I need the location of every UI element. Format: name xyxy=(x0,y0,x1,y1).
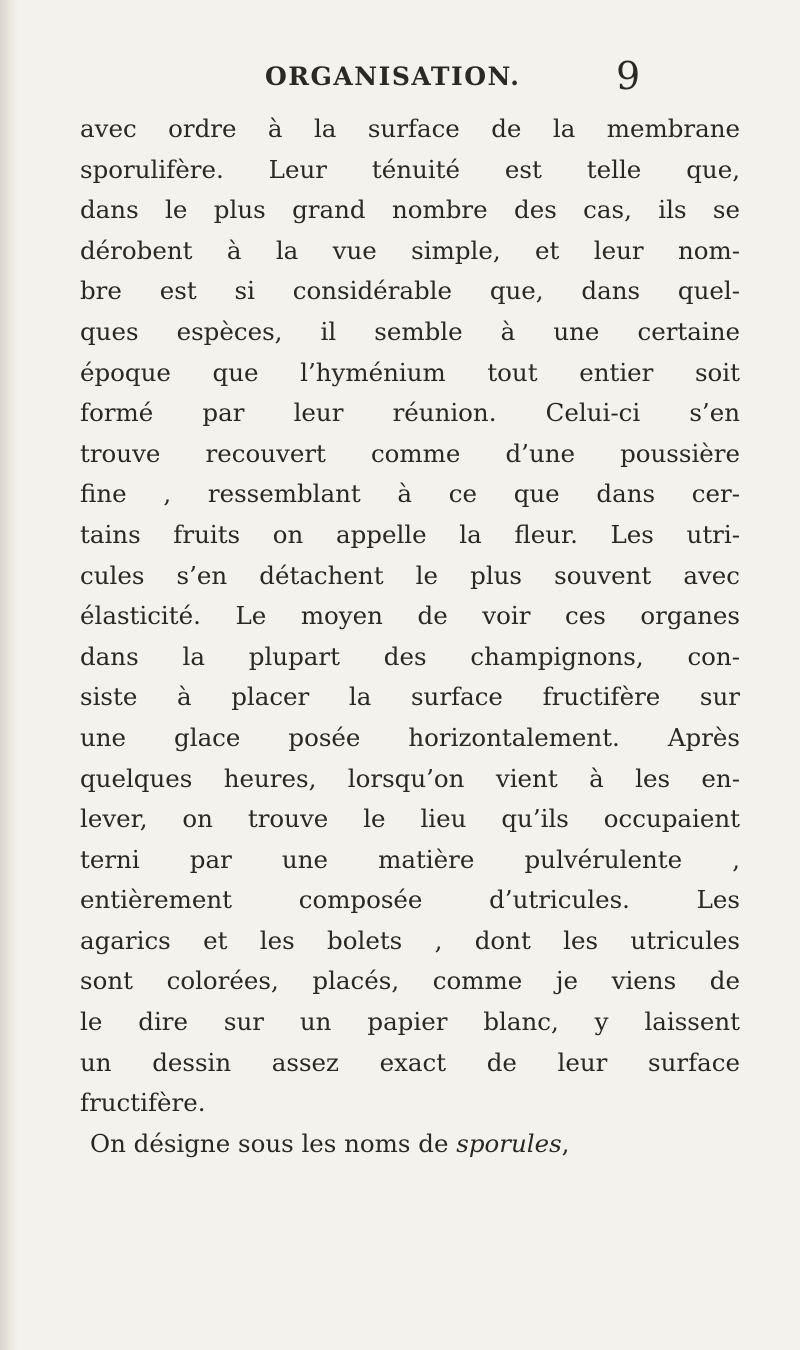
text-line: lever, on trouve le lieu qu’ils occupaient xyxy=(80,804,740,834)
text-line: dans la plupart des champignons, con- xyxy=(80,641,740,671)
text-line: agarics et les bolets , dont les utricules xyxy=(80,925,740,955)
text-line: élasticité. Le moyen de voir ces organes xyxy=(80,601,740,631)
text-line: bre est si considérable que, dans quel- xyxy=(80,276,740,306)
page-gutter-shadow xyxy=(0,0,18,1350)
text-line: entièrement composée d’utricules. Les xyxy=(80,885,740,915)
text-line-paragraph-end: fructifère. xyxy=(80,1088,206,1118)
text-line: cules s’en détachent le plus souvent avec xyxy=(80,560,740,590)
text-line: terni par une matière pulvérulente , xyxy=(80,844,740,874)
text-line: une glace posée horizontalement. Après xyxy=(80,722,740,752)
text-line: formé par leur réunion. Celui-ci s’en xyxy=(80,398,740,428)
text-line: trouve recouvert comme d’une poussière xyxy=(80,438,740,468)
text-line: le dire sur un papier blanc, y laissent xyxy=(80,1007,740,1037)
page-header xyxy=(0,54,800,102)
line-prefix: On désigne sous les noms de xyxy=(90,1128,457,1158)
page-number: 9 xyxy=(616,54,641,98)
text-line: ques espèces, il semble à une certaine xyxy=(80,316,740,346)
text-line-new-paragraph xyxy=(80,1124,740,1165)
running-head: ORGANISATION. xyxy=(265,62,521,91)
text-line: fine , ressemblant à ce que dans cer- xyxy=(80,479,740,509)
text-line: dans le plus grand nombre des cas, ils se xyxy=(80,195,740,225)
italic-term: sporules xyxy=(456,1128,562,1158)
text-line: sporulifère. Leur ténuité est telle que, xyxy=(80,154,740,184)
body-text xyxy=(80,109,740,1164)
text-line: dérobent à la vue simple, et leur nom- xyxy=(80,235,740,265)
text-line: quelques heures, lorsqu’on vient à les en- xyxy=(80,763,740,793)
text-line: tains fruits on appelle la fleur. Les utri- xyxy=(80,519,740,549)
text-line: un dessin assez exact de leur surface xyxy=(80,1047,740,1077)
text-line: sont colorées, placés, comme je viens de xyxy=(80,966,740,996)
text-line: avec ordre à la surface de la membrane xyxy=(80,114,740,143)
text-line: siste à placer la surface fructifère sur xyxy=(80,682,740,712)
line-suffix: , xyxy=(561,1128,570,1158)
text-line: époque que l’hyménium tout entier soit xyxy=(80,357,740,387)
